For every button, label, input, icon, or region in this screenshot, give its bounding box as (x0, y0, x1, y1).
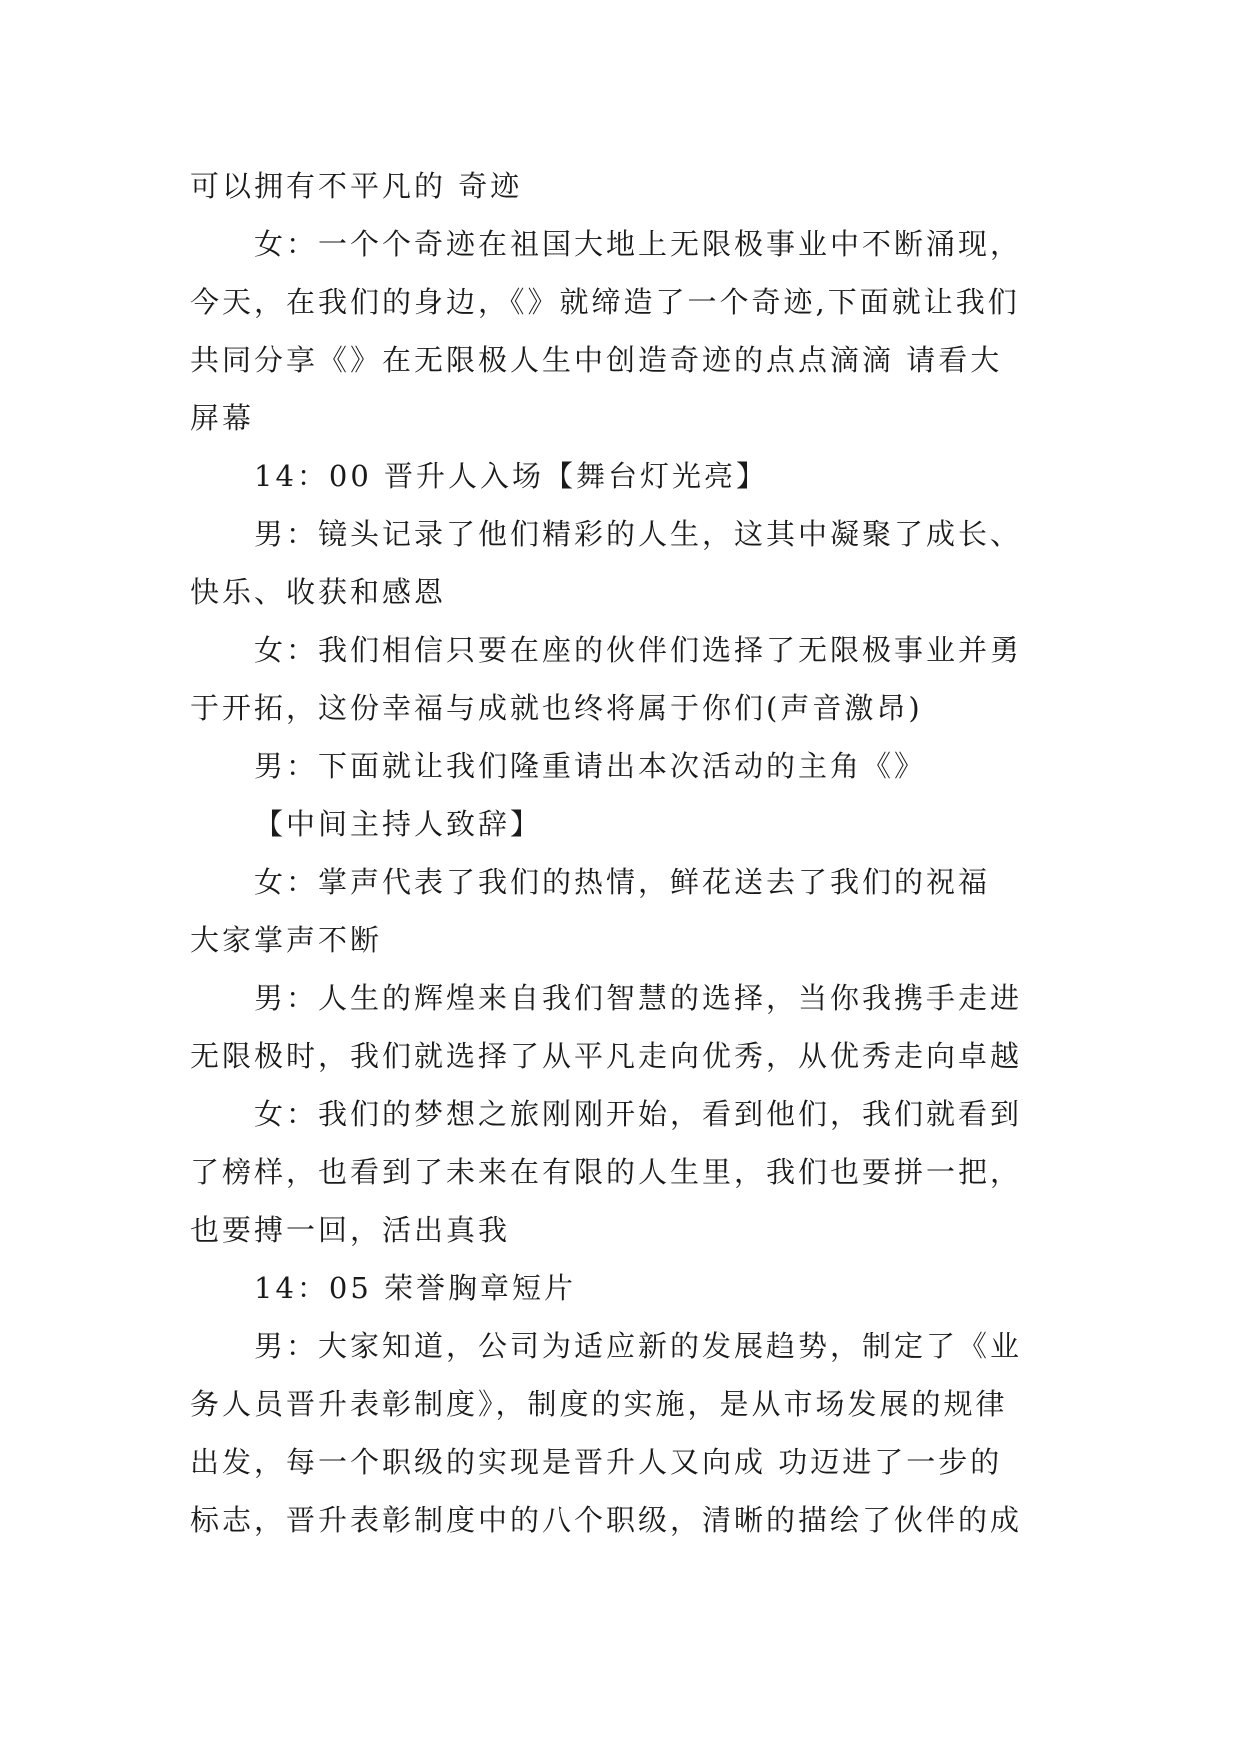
text-line: 屏幕 (190, 401, 255, 435)
document-body (190, 157, 1060, 1549)
text-line: 男：人生的辉煌来自我们智慧的选择，当你我携手走进 (254, 981, 1023, 1015)
text-line: 女：一个个奇迹在祖国大地上无限极事业中不断涌现， (254, 227, 1023, 261)
text-line: 【中间主持人致辞】 (254, 807, 543, 841)
text-line: 快乐、收获和感恩 (190, 575, 447, 609)
text-line: 今天，在我们的身边，《》就缔造了一个奇迹,下面就让我们 (190, 285, 1020, 319)
text-line: 务人员晋升表彰制度》，制度的实施，是从市场发展的规律 (190, 1387, 1008, 1421)
text-line: 了榜样，也看到了未来在有限的人生里，我们也要拼一把， (190, 1155, 1023, 1189)
text-line: 女：我们的梦想之旅刚刚开始，看到他们，我们就看到 (254, 1097, 1023, 1131)
text-line: 也要搏一回，活出真我 (190, 1213, 511, 1247)
text-line: 无限极时，我们就选择了从平凡走向优秀，从优秀走向卓越 (190, 1039, 1023, 1073)
text-line: 大家掌声不断 (190, 923, 383, 957)
text-line: 男：下面就让我们隆重请出本次活动的主角《》 (254, 749, 927, 783)
text-line: 14：00 晋升人入场【舞台灯光亮】 (254, 459, 769, 493)
text-line: 男：镜头记录了他们精彩的人生，这其中凝聚了成长、 (254, 517, 1023, 551)
text-line: 女：我们相信只要在座的伙伴们选择了无限极事业并勇 (254, 633, 1023, 667)
text-line: 女：掌声代表了我们的热情，鲜花送去了我们的祝福 (254, 865, 991, 899)
text-line: 可以拥有不平凡的 奇迹 (190, 169, 523, 203)
text-line: 于开拓，这份幸福与成就也终将属于你们(声音激昂) (190, 691, 923, 725)
text-line: 出发，每一个职级的实现是晋升人又向成 功迈进了一步的 (190, 1445, 1003, 1479)
text-line: 14：05 荣誉胸章短片 (254, 1271, 577, 1305)
text-line: 标志，晋升表彰制度中的八个职级，清晰的描绘了伙伴的成 (190, 1503, 1023, 1537)
text-line: 共同分享《》在无限极人生中创造奇迹的点点滴滴 请看大 (190, 343, 1003, 377)
text-line: 男：大家知道，公司为适应新的发展趋势，制定了《业 (254, 1329, 1023, 1363)
